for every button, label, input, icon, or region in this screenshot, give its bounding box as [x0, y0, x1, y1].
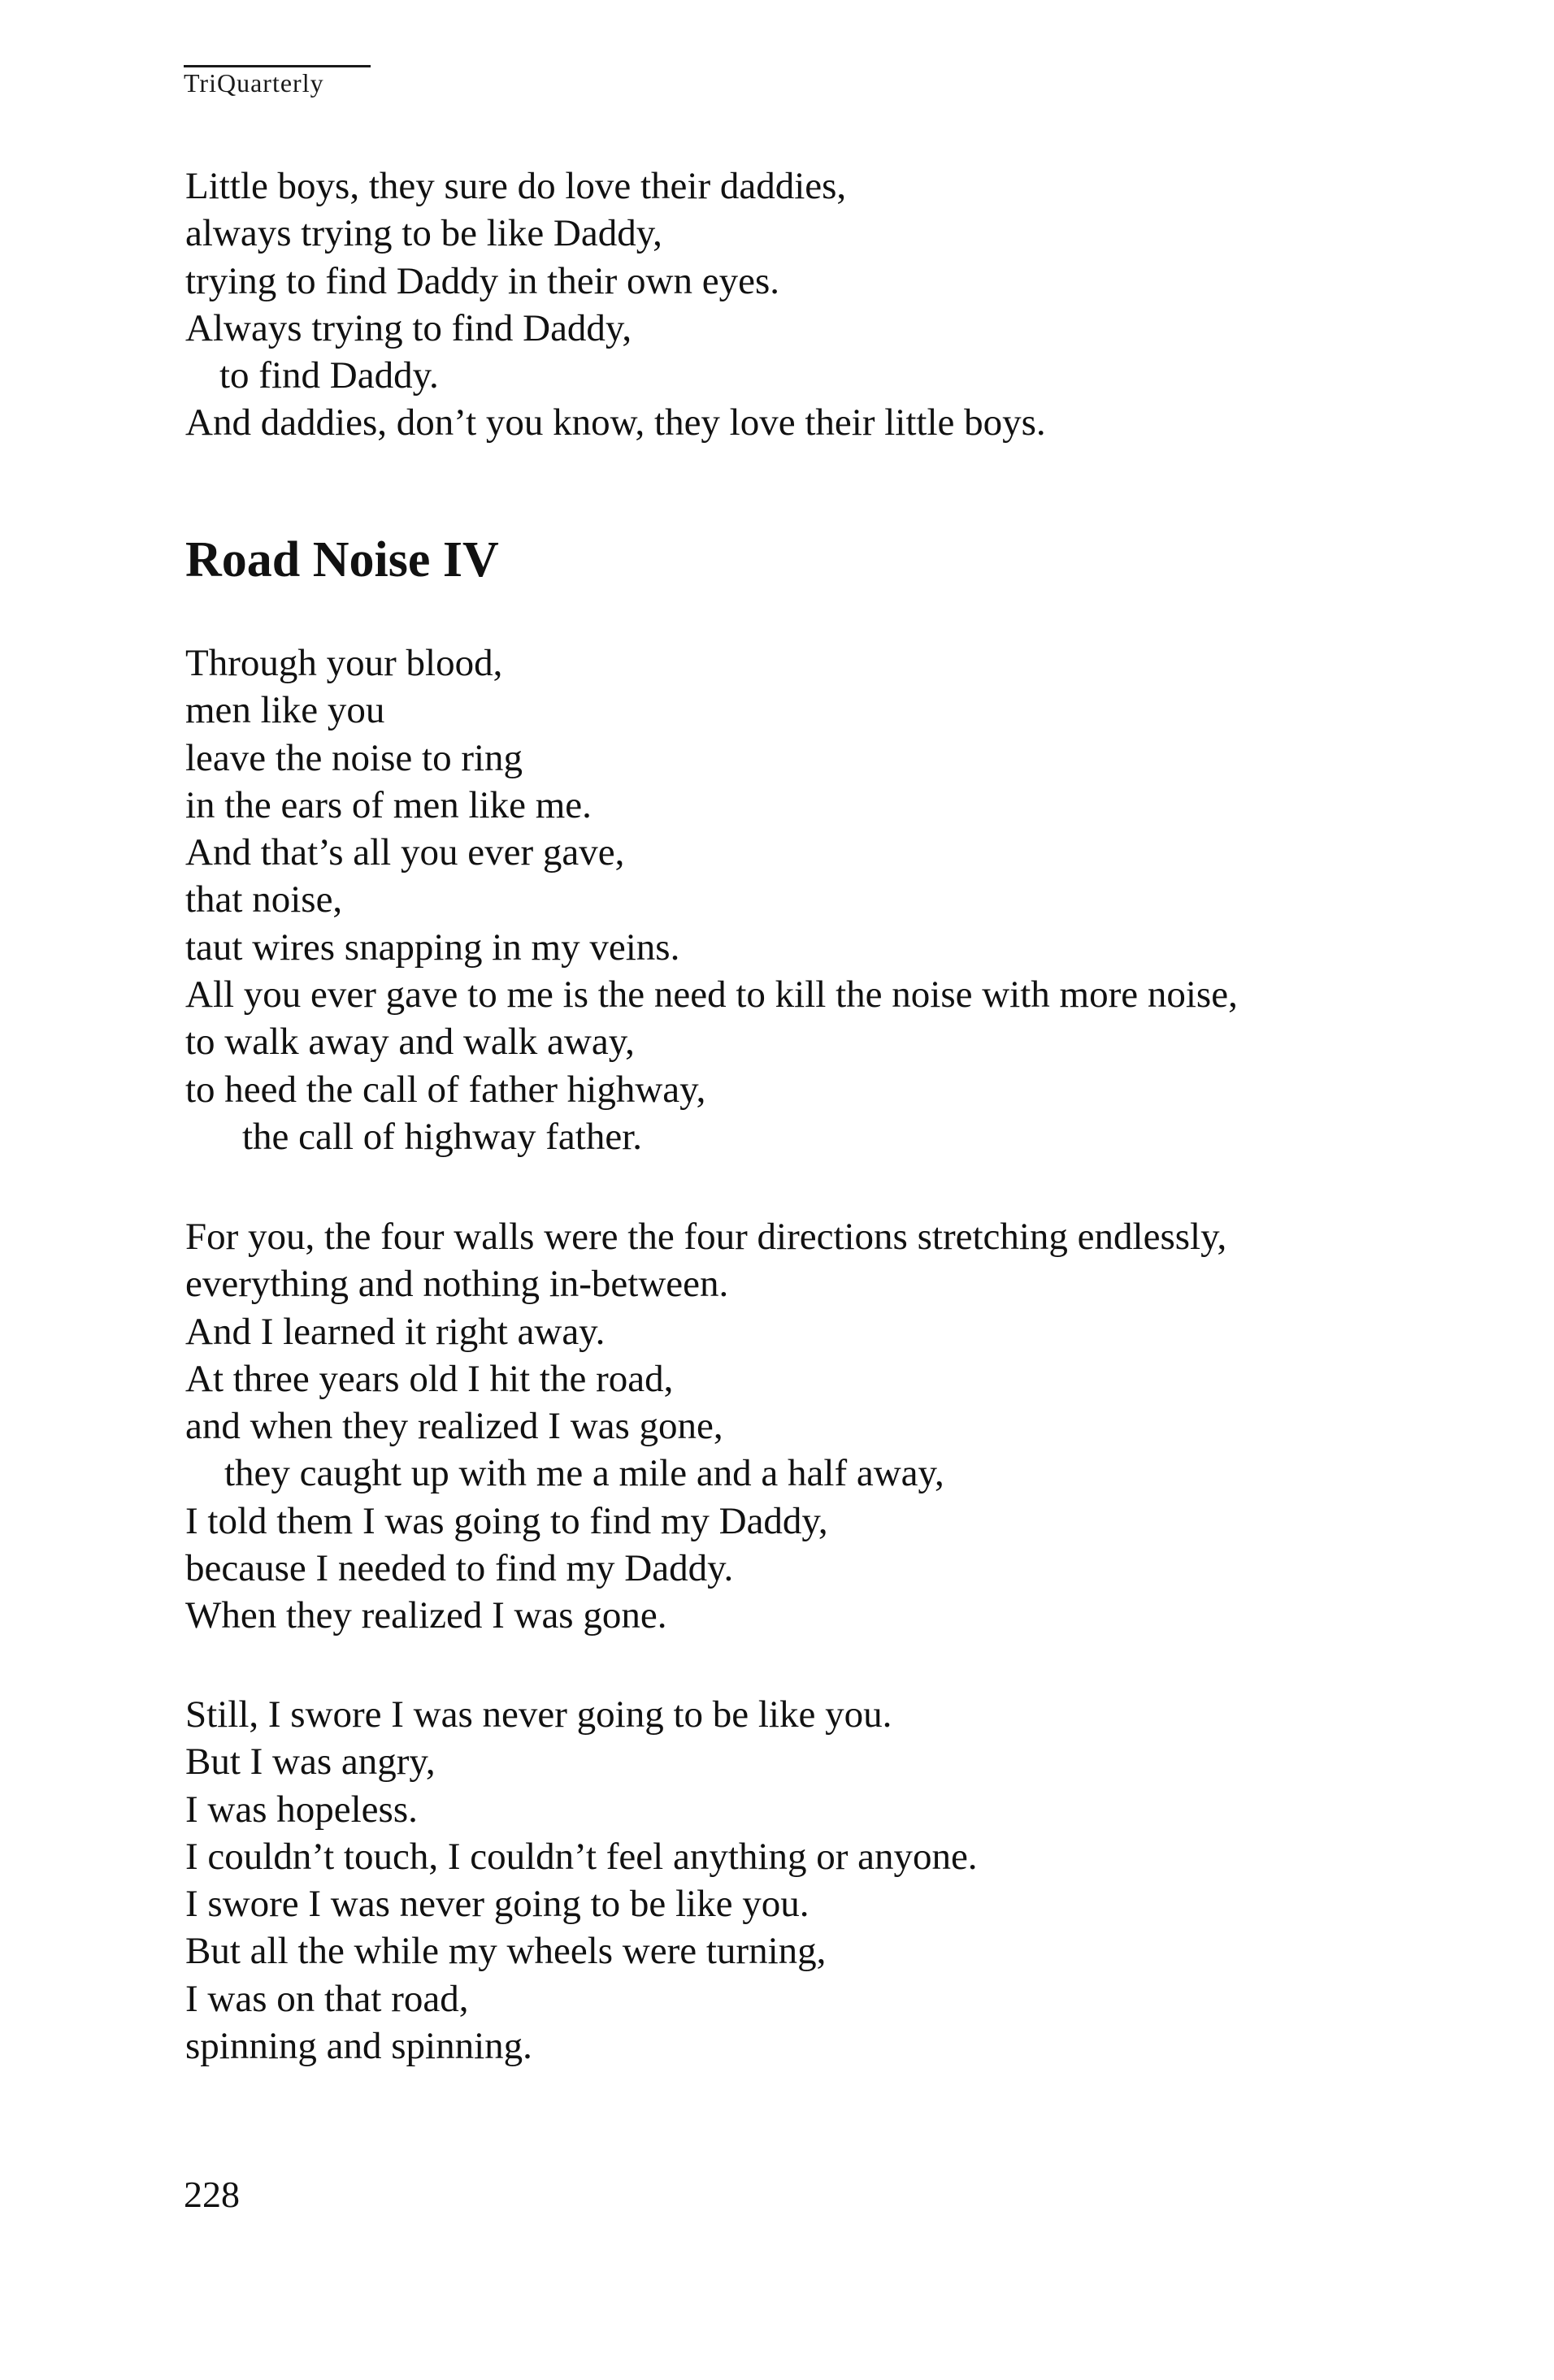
stanza-3 — [185, 1691, 1453, 2070]
poem-line: the call of highway father. — [242, 1115, 643, 1158]
poem-line: to walk away and walk away, — [185, 1021, 635, 1064]
poem-line: trying to find Daddy in their own eyes. — [185, 259, 779, 302]
poem-line: Through your blood, — [185, 642, 503, 684]
poem-line: they caught up with me a mile and a half away, — [224, 1452, 944, 1495]
poem-line: because I needed to find my Daddy. — [185, 1547, 734, 1590]
poem-line: And daddies, don’t you know, they love their little boys. — [185, 401, 1046, 444]
running-head: TriQuarterly — [184, 68, 324, 98]
poem-line: Little boys, they sure do love their daddies, — [185, 165, 847, 207]
stanza-top — [185, 163, 1453, 447]
poem-line: Always trying to find Daddy, — [185, 306, 632, 349]
poem-line: I was on that road, — [185, 1977, 469, 2020]
poem-line: I was hopeless. — [185, 1788, 418, 1831]
poem-line: For you, the four walls were the four directions stretching endlessly, — [185, 1216, 1227, 1258]
stanza-2 — [185, 1213, 1453, 1640]
poem-line: leave the noise to ring — [185, 736, 523, 779]
poem-line: to heed the call of father highway, — [185, 1068, 706, 1111]
poem-line: And I learned it right away. — [185, 1310, 606, 1353]
poem-line: men like you — [185, 689, 385, 732]
running-head-rule — [184, 65, 371, 67]
page-number: 228 — [184, 2174, 240, 2215]
poem-line: always trying to be like Daddy, — [185, 212, 662, 255]
poem-line: All you ever gave to me is the need to kill the noise with more noise, — [185, 973, 1238, 1017]
poem-line: And that’s all you ever gave, — [185, 831, 625, 874]
poem-line: Still, I swore I was never going to be like you. — [185, 1693, 892, 1736]
stanza-1 — [185, 639, 1453, 1160]
poem-line: But I was angry, — [185, 1741, 436, 1784]
poem-line: that noise, — [185, 878, 343, 921]
poem-line: spinning and spinning. — [185, 2025, 532, 2068]
poem-line: At three years old I hit the road, — [185, 1357, 674, 1400]
poem-line: I told them I was going to find my Daddy, — [185, 1499, 828, 1542]
poem-line: I swore I was never going to be like you. — [185, 1883, 810, 1926]
poem-line: and when they realized I was gone, — [185, 1405, 723, 1448]
poem-line: But all the while my wheels were turning, — [185, 1930, 827, 1973]
poem-title: Road Noise IV — [185, 532, 499, 587]
poem-line: taut wires snapping in my veins. — [185, 926, 680, 969]
poem-line: to find Daddy. — [219, 354, 439, 397]
poem-line: I couldn’t touch, I couldn’t feel anything or anyone. — [185, 1835, 978, 1878]
poem-line: in the ears of men like me. — [185, 783, 592, 826]
poem-line: When they realized I was gone. — [185, 1594, 667, 1637]
poem-line: everything and nothing in-between. — [185, 1263, 729, 1306]
